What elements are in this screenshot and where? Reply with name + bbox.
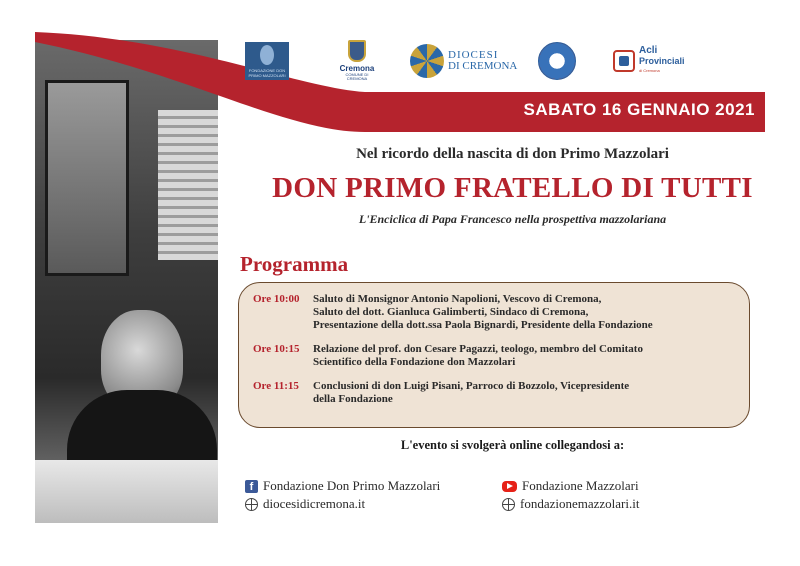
online-notice: L'evento si svolgerà online collegandosi a: xyxy=(400,438,625,452)
acli-logo xyxy=(613,46,685,76)
partner-logos xyxy=(0,38,800,88)
acli-mark-icon xyxy=(613,50,635,72)
event-title: DON PRIMO FRATELLO DI TUTTI xyxy=(272,172,753,204)
diocesi-rose-icon xyxy=(410,44,444,78)
program-description xyxy=(313,343,643,369)
event-subtitle: Nel ricordo della nascita di don Primo Mazzolari xyxy=(356,146,669,162)
acli-line3: di Cremona xyxy=(639,68,660,73)
program-time: Ore 10:15 xyxy=(253,343,300,355)
acli-line1: Acli xyxy=(639,45,658,56)
website-link-diocesi[interactable] xyxy=(245,496,365,512)
cremona-crest-icon xyxy=(348,40,366,62)
event-date: SABATO 16 GENNAIO 2021 xyxy=(523,100,755,119)
program-line: Saluto di Monsignor Antonio Napolioni, Vescovo di Cremona, xyxy=(313,293,602,305)
acli-logo-text xyxy=(639,46,685,76)
globe-icon xyxy=(245,498,258,511)
globe-icon xyxy=(502,498,515,511)
program-line: Presentazione della dott.ssa Paola Bignardi, Presidente della Fondazione xyxy=(313,319,653,331)
fondazione-mark-icon xyxy=(260,45,274,65)
cremona-logo-name: Cremona xyxy=(339,64,375,73)
desk xyxy=(35,460,218,523)
diocesi-logo-text xyxy=(448,50,517,72)
program-line: Scientifico della Fondazione don Mazzolari xyxy=(313,356,516,368)
acli-line2: Provinciali xyxy=(639,56,685,66)
program-line: Saluto del dott. Gianluca Galimberti, Sindaco di Cremona, xyxy=(313,306,589,318)
program-item xyxy=(253,293,737,332)
program-time: Ore 10:00 xyxy=(253,293,300,305)
program-box xyxy=(238,282,750,428)
website-link-fondazione-label: fondazionemazzolari.it xyxy=(520,496,640,511)
youtube-icon xyxy=(502,481,517,492)
facebook-link[interactable] xyxy=(245,478,440,494)
blue-round-logo-icon xyxy=(538,42,576,80)
event-tagline: L'Enciclica di Papa Francesco nella prospettiva mazzolariana xyxy=(358,212,667,226)
fondazione-logo xyxy=(245,42,289,80)
diocesi-logo xyxy=(410,44,517,78)
program-description xyxy=(313,293,653,332)
program-heading: Programma xyxy=(240,252,349,276)
youtube-link-label: Fondazione Mazzolari xyxy=(522,478,639,493)
program-item xyxy=(253,380,737,406)
website-link-diocesi-label: diocesidicremona.it xyxy=(263,496,366,511)
program-description xyxy=(313,380,629,406)
program-line: Conclusioni di don Luigi Pisani, Parroco di Bozzolo, Vicepresidente xyxy=(313,380,630,392)
diocesi-line1: DIOCESI xyxy=(448,49,499,61)
cremona-logo xyxy=(337,40,377,81)
diocesi-line2: DI CREMONA xyxy=(448,60,518,72)
facebook-icon: f xyxy=(245,480,258,493)
program-item xyxy=(253,343,737,369)
website-link-fondazione[interactable] xyxy=(502,496,639,512)
program-line: della Fondazione xyxy=(313,393,393,405)
fondazione-logo-text: FONDAZIONE DON PRIMO MAZZOLARI xyxy=(248,68,286,78)
program-line: Relazione del prof. don Cesare Pagazzi, teologo, membro del Comitato xyxy=(313,343,643,355)
cremona-logo-sub: COMUNE DI CREMONA xyxy=(345,72,369,81)
program-time: Ore 11:15 xyxy=(253,380,299,392)
youtube-link[interactable] xyxy=(502,478,639,494)
facebook-link-label: Fondazione Don Primo Mazzolari xyxy=(263,478,441,493)
